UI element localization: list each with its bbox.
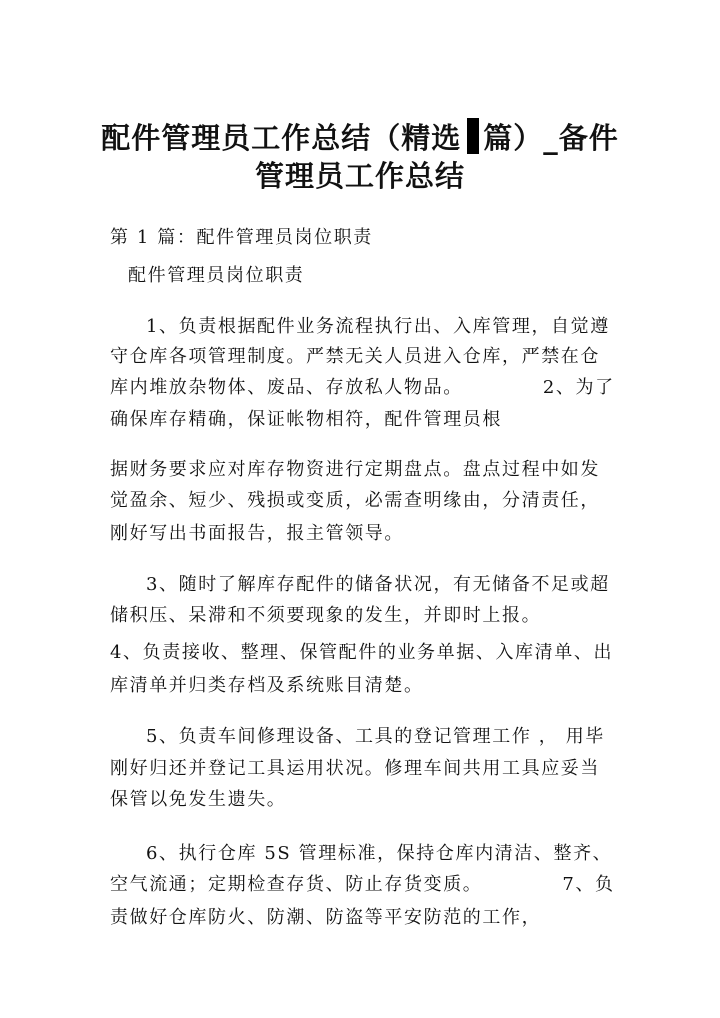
title-text-part-2: 篇）_备件	[483, 121, 619, 155]
paragraph-line: 保管以免发生遗失。	[110, 789, 287, 810]
paragraph-line	[110, 871, 615, 899]
paragraph-line: 库清单并归类存档及系统账目清楚。	[110, 675, 424, 696]
paragraph-line: 确保库存精确，保证帐物相符，配件管理员根	[110, 409, 502, 430]
document-title-line-1	[100, 118, 620, 158]
paragraph-line: 储积压、呆滞和不须要现象的发生，并即时上报。	[110, 605, 542, 626]
paragraph-line-text: 7、负	[562, 874, 615, 895]
paragraph-line: 3、随时了解库存配件的储备状况，有无储备不足或超	[146, 574, 610, 595]
paragraph-line: 刚好写出书面报告，报主管领导。	[110, 523, 404, 544]
paragraph-line: 责做好仓库防火、防潮、防盗等平安防范的工作，	[110, 907, 542, 928]
sub-heading: 配件管理员岗位职责	[128, 265, 305, 286]
title-text-part-1: 配件管理员工作总结（精选	[101, 121, 462, 155]
document-title-line-2: 管理员工作总结	[254, 159, 465, 193]
paragraph-line-text: 2、为了	[542, 377, 615, 398]
paragraph-line-text: 空气流通；定期检查存货、防止存货变质。	[110, 874, 483, 895]
paragraph-line: 5、负责车间修理设备、工具的登记管理工作 ， 用毕	[146, 726, 605, 747]
paragraph-line: 4、负责接收、整理、保管配件的业务单据、入库清单、出	[110, 642, 614, 663]
paragraph-line: 觉盈余、短少、残损或变质，必需查明缘由，分清责任，	[110, 490, 600, 511]
redaction-block-icon	[467, 118, 479, 154]
paragraph-line: 守仓库各项管理制度。严禁无关人员进入仓库，严禁在仓	[110, 346, 600, 367]
paragraph-line	[110, 374, 615, 402]
paragraph-line-text: 库内堆放杂物体、废品、存放私人物品。	[110, 377, 463, 398]
paragraph-line: 1、负责根据配件业务流程执行出、入库管理，自觉遵	[146, 316, 610, 337]
paragraph-line: 刚好归还并登记工具运用状况。修理车间共用工具应妥当	[110, 758, 600, 779]
paragraph-line: 6、执行仓库 5S 管理标准，保持仓库内清洁、整齐、	[146, 843, 613, 864]
paragraph-line: 据财务要求应对库存物资进行定期盘点。盘点过程中如发	[110, 459, 600, 480]
section-heading: 第 1 篇：配件管理员岗位职责	[110, 227, 373, 248]
